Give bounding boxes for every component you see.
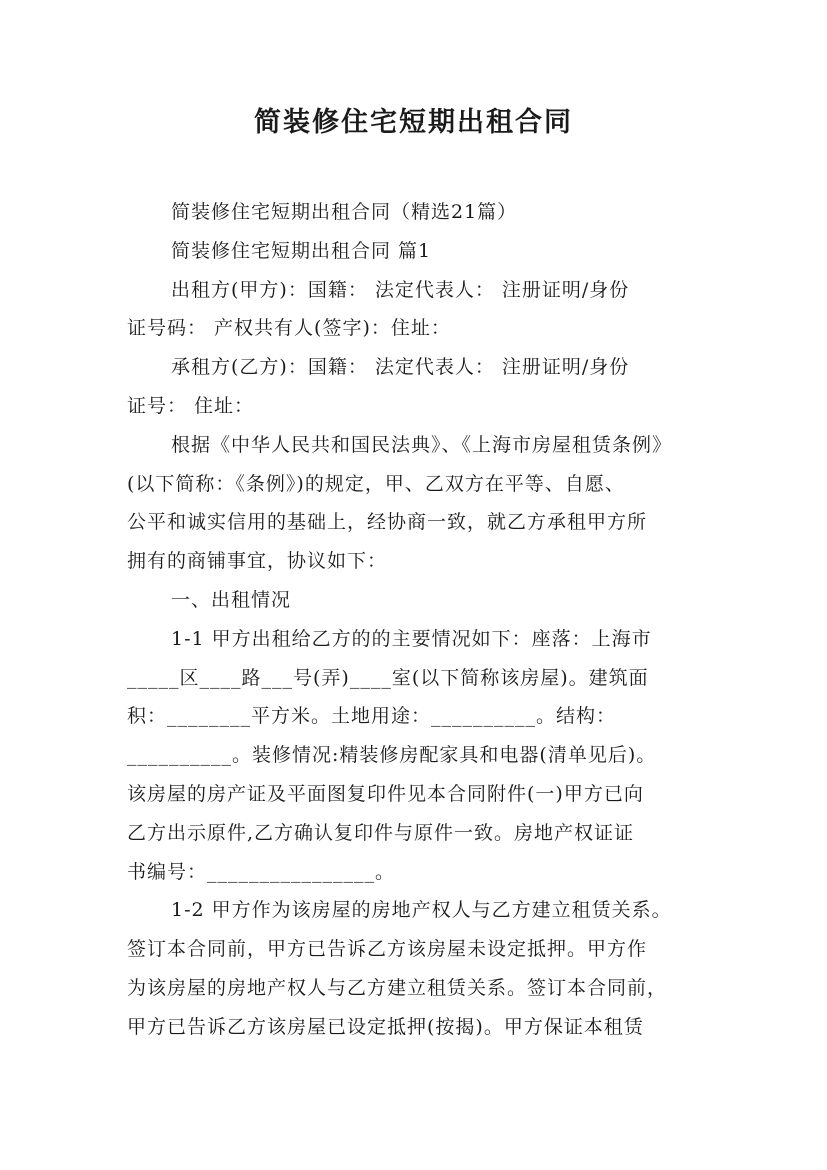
body-line-clause-1-1-cont-3: __________。装修情况:精装修房配家具和电器(清单见后)。 xyxy=(127,744,657,767)
body-line-clause-1-1-cont-2: 积：________平方米。土地用途：__________。结构： xyxy=(127,705,617,728)
body-line-basis-cont-1: (以下简称：《条例》)的规定，甲、乙双方在平等、自愿、 xyxy=(127,472,625,495)
body-line-clause-1-2: 1-2 甲方作为该房屋的房地产权人与乙方建立租赁关系。 xyxy=(171,899,672,922)
body-line-clause-1-1-cont-4: 该房屋的房产证及平面图复印件见本合同附件(一)甲方已向 xyxy=(127,782,644,805)
document-title: 简装修住宅短期出租合同 xyxy=(254,107,573,138)
body-line-basis-cont-3: 拥有的商铺事宜，协议如下： xyxy=(127,550,388,573)
body-line-lessor-cont: 证号码： 产权共有人(签字)：住址： xyxy=(127,317,451,340)
body-line-section-heading: 简装修住宅短期出租合同 篇1 xyxy=(171,239,432,262)
body-line-clause-1-2-cont-3: 甲方已告诉乙方该房屋已设定抵押(按揭)。甲方保证本租赁 xyxy=(127,1015,644,1038)
body-line-clause-1-1-cont-1: _____区____路___号(弄)____室(以下简称该房屋)。建筑面 xyxy=(127,666,649,689)
body-line-basis-cont-2: 公平和诚实信用的基础上，经协商一致，就乙方承租甲方所 xyxy=(127,511,648,534)
body-line-lessee-cont: 证号： 住址： xyxy=(127,394,255,417)
body-line-clause-1-1-cont-6: 书编号：________________。 xyxy=(127,860,396,883)
body-line-lessee: 承租方(乙方)：国籍： 法定代表人： 注册证明/身份 xyxy=(171,356,630,379)
body-line-clause-1-2-cont-1: 签订本合同前，甲方已告诉乙方该房屋未设定抵押。甲方作 xyxy=(127,938,648,961)
body-line-clause-1-1-cont-5: 乙方出示原件,乙方确认复印件与原件一致。房地产权证证 xyxy=(127,821,635,844)
body-line-section-1: 一、出租情况 xyxy=(171,588,292,611)
document-body xyxy=(127,193,727,1047)
body-line-subtitle: 简装修住宅短期出租合同（精选21篇） xyxy=(171,201,518,223)
body-line-clause-1-2-cont-2: 为该房屋的房地产权人与乙方建立租赁关系。签订本合同前， xyxy=(127,976,668,999)
body-line-clause-1-1: 1-1 甲方出租给乙方的的主要情况如下：座落：上海市 xyxy=(171,627,652,650)
body-line-basis: 根据《中华人民共和国民法典》、《上海市房屋租赁条例》 xyxy=(171,433,673,456)
body-line-lessor: 出租方(甲方)：国籍： 法定代表人： 注册证明/身份 xyxy=(171,278,630,301)
